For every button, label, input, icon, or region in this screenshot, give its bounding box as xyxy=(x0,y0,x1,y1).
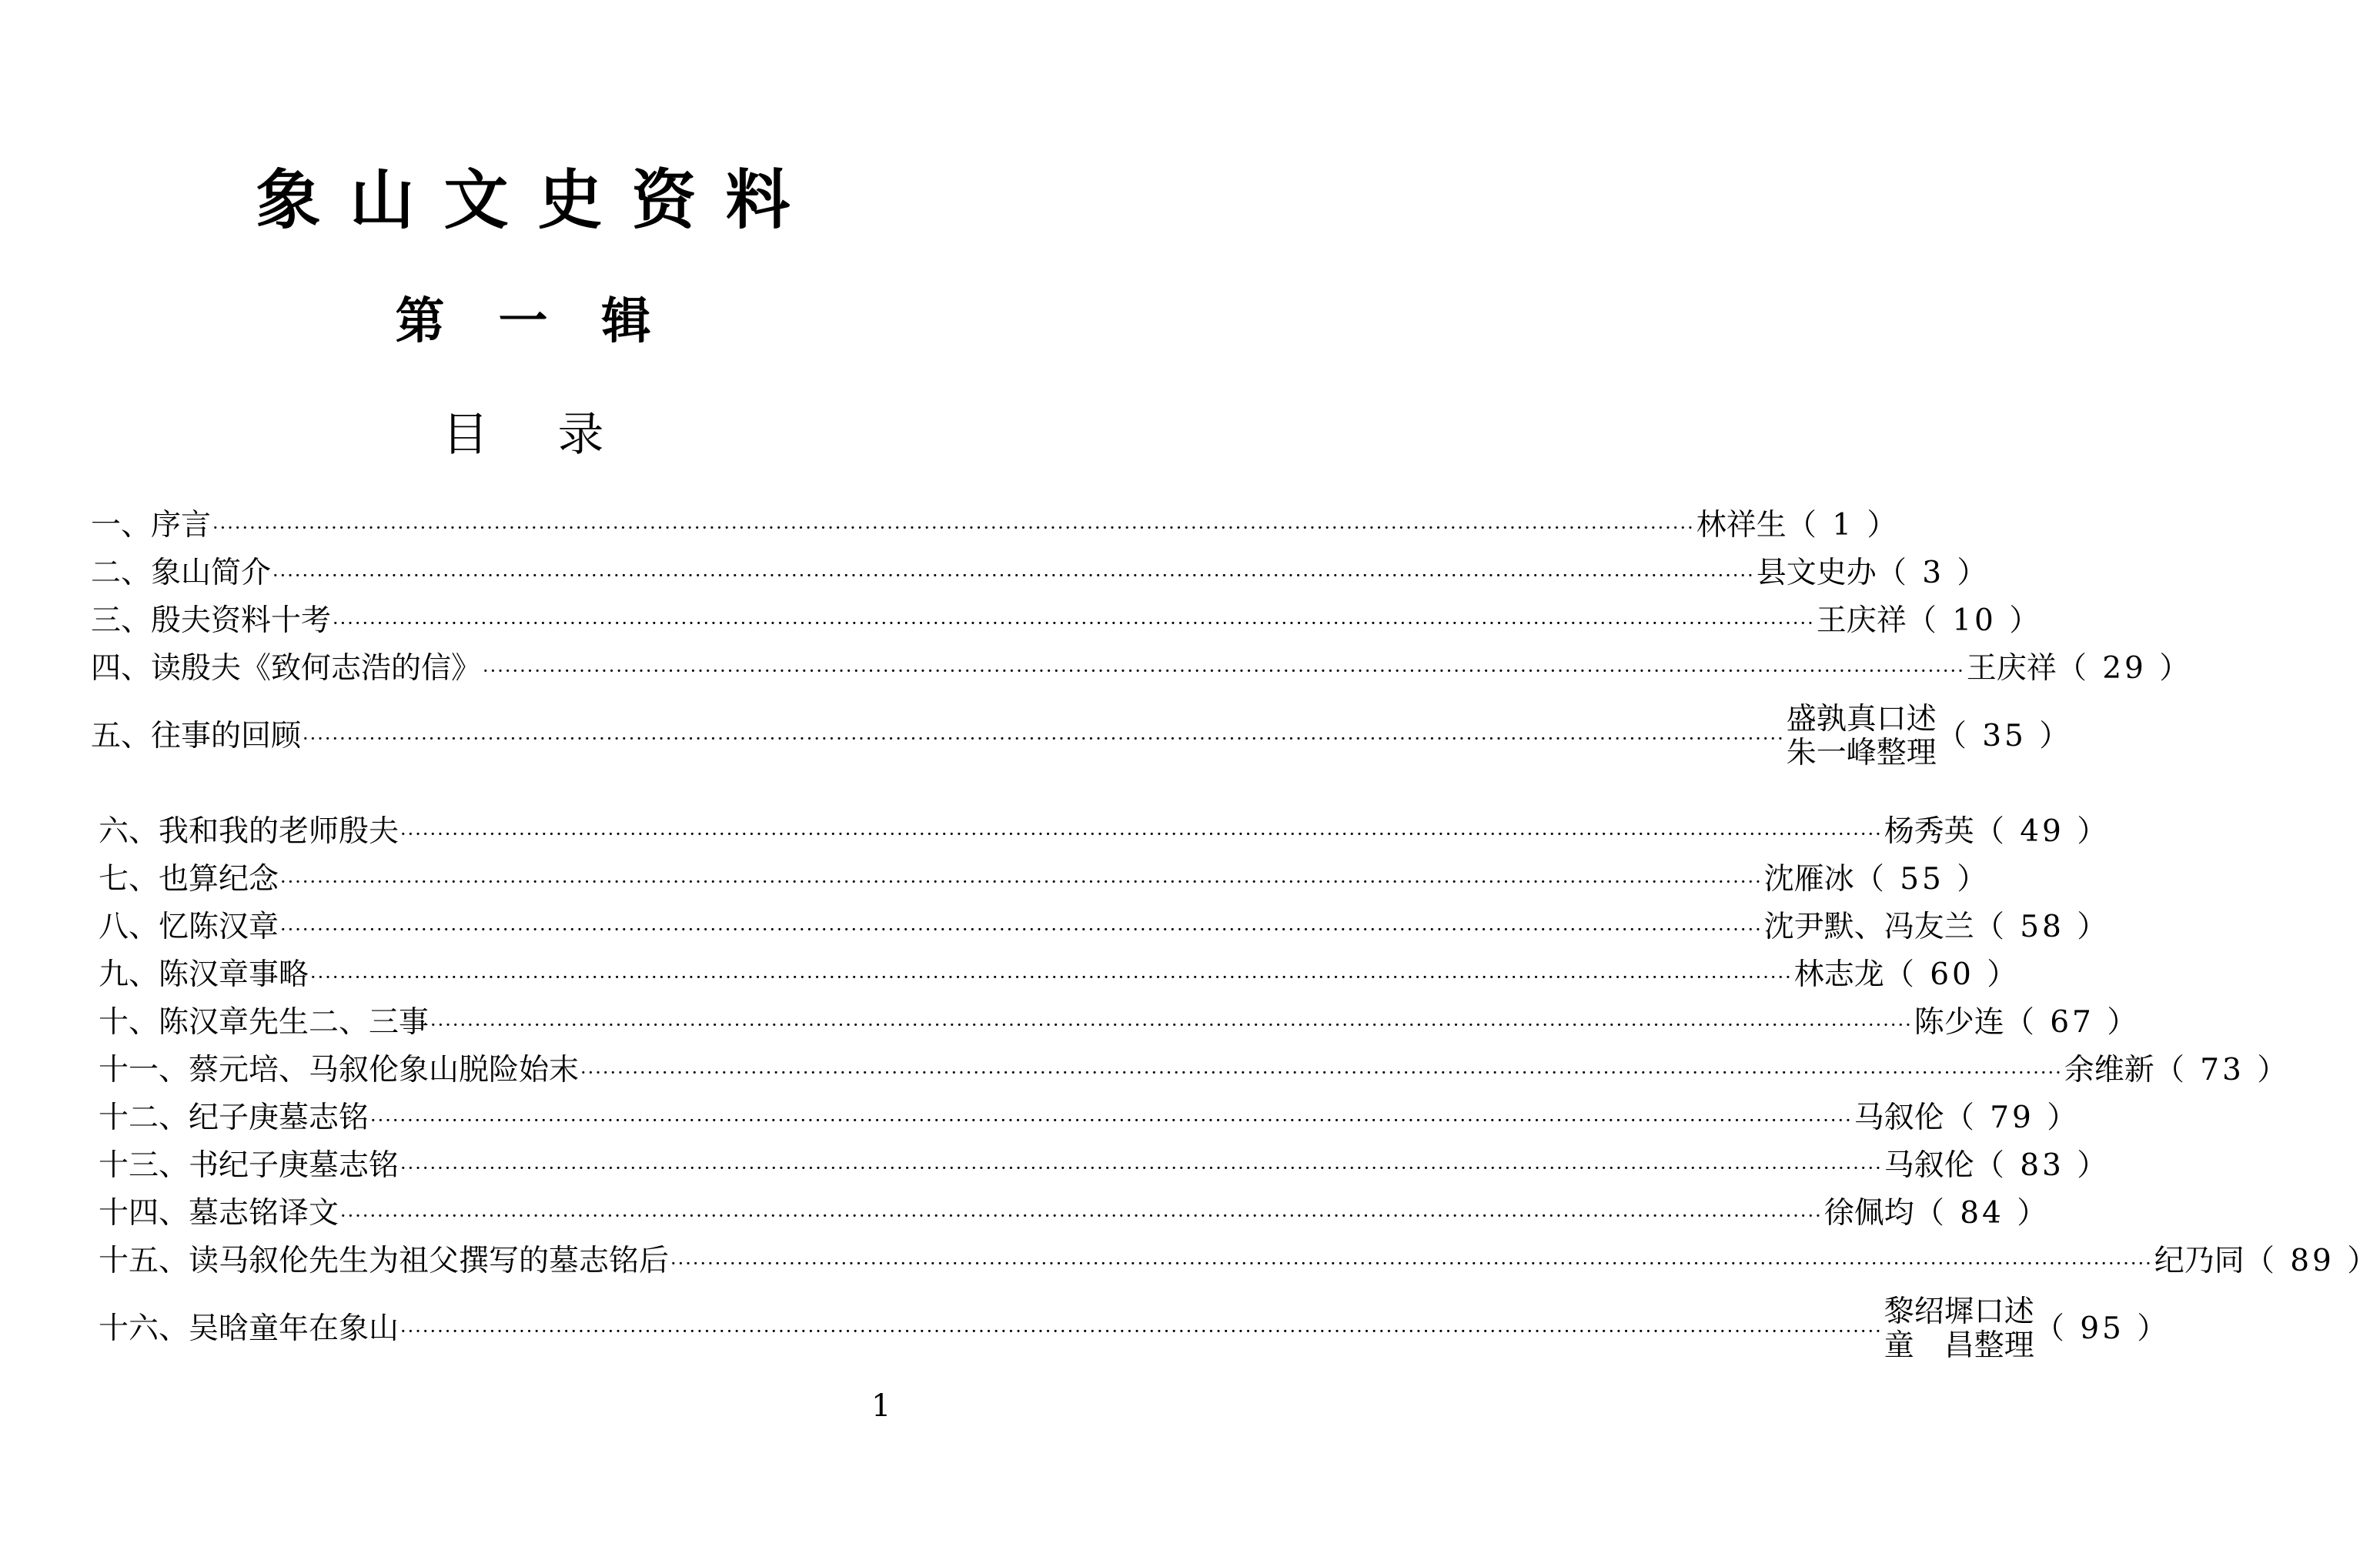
toc-entry-author xyxy=(1757,556,1877,591)
toc-entry xyxy=(99,814,2111,850)
dot-leader: ········································································································································································································ xyxy=(483,660,1965,682)
toc-entry-page: （ 73 ） xyxy=(2154,1053,2291,1087)
toc-entry-author xyxy=(1884,814,1974,850)
toc-entry-title: 九、陈汉章事略 xyxy=(99,957,309,992)
toc-entry-author xyxy=(2154,1244,2245,1279)
dot-leader: ········································································································································································································ xyxy=(430,1014,1913,1036)
toc-entry xyxy=(99,957,2021,993)
toc-entry xyxy=(99,1294,2171,1364)
toc-entry xyxy=(99,1005,2141,1041)
toc-entry-title: 十六、吴晗童年在象山 xyxy=(99,1311,399,1346)
dot-leader: ········································································································································································································ xyxy=(280,871,1763,893)
author-line: 沈尹默、冯友兰 xyxy=(1763,910,1974,944)
toc-entry-title: 十、陈汉章先生二、三事 xyxy=(99,1005,430,1040)
dot-leader: ········································································································································································································ xyxy=(370,1110,1853,1131)
toc-entry xyxy=(99,862,1991,897)
toc-entry-page: （ 95 ） xyxy=(2034,1311,2171,1346)
toc-entry-title: 十三、书纪子庚墓志铭 xyxy=(99,1148,399,1183)
dot-leader: ········································································································································································································ xyxy=(400,823,1883,845)
toc-entry-author xyxy=(1794,957,1884,993)
toc-entry-title: 十五、读马叙伦先生为祖父撰写的墓志铭后 xyxy=(99,1244,670,1278)
toc-entry-title: 十一、蔡元培、马叙伦象山脱险始末 xyxy=(99,1053,580,1087)
toc-entry-page: （ 67 ） xyxy=(2004,1005,2141,1040)
author-line: 王庆祥 xyxy=(1966,651,2057,686)
author-line: 余维新 xyxy=(2064,1053,2154,1087)
author-line: 县文史办 xyxy=(1756,556,1877,590)
toc-heading: 目录 xyxy=(442,408,674,462)
toc-entry-title: 七、也算纪念 xyxy=(99,862,279,897)
toc-entry-author xyxy=(1764,862,1854,897)
toc-entry-page: （ 89 ） xyxy=(2244,1244,2380,1278)
toc-entry-page: （ 83 ） xyxy=(1974,1148,2111,1183)
toc-entry-page: （ 29 ） xyxy=(2056,651,2193,686)
dot-leader: ········································································································································································································ xyxy=(400,1157,1883,1179)
toc-entry-page: （ 1 ） xyxy=(1786,508,1900,543)
toc-entry-author xyxy=(1884,1148,1974,1184)
dot-leader: ········································································································································································································ xyxy=(303,728,1785,750)
toc-entry-title: 二、象山简介 xyxy=(91,556,272,590)
toc-entry-page: （ 3 ） xyxy=(1876,556,1991,590)
toc-entry xyxy=(99,1244,2380,1279)
toc-entry-author xyxy=(1817,603,1907,639)
toc-entry-author xyxy=(1764,910,1974,945)
toc-entry-page: （ 60 ） xyxy=(1884,957,2021,992)
toc-entry xyxy=(91,702,2073,771)
toc-entry-title: 八、忆陈汉章 xyxy=(99,910,279,944)
author-line: 黎绍墀口述 xyxy=(1884,1294,2034,1329)
toc-entry-author xyxy=(1967,651,2057,686)
author-line: 杨秀英 xyxy=(1884,814,1974,849)
volume-label: 第一辑 xyxy=(395,292,705,350)
author-line: 徐佩均 xyxy=(1823,1196,1914,1231)
toc-entry-page: （ 10 ） xyxy=(1906,603,2043,638)
toc-entry-page: （ 49 ） xyxy=(1974,814,2111,849)
toc-entry xyxy=(99,1148,2111,1184)
toc-entry xyxy=(99,1053,2291,1088)
toc-entry-author xyxy=(1884,1295,2034,1363)
toc-entry xyxy=(91,651,2193,686)
toc-entry-page: （ 79 ） xyxy=(1944,1101,2081,1135)
toc-entry xyxy=(99,1101,2081,1136)
toc-entry xyxy=(91,603,2043,639)
dot-leader: ········································································································································································································ xyxy=(340,1205,1823,1227)
author-line: 林志龙 xyxy=(1793,957,1884,992)
book-title: 象山文史资料 xyxy=(256,162,820,238)
toc-entry-author xyxy=(1824,1196,1914,1231)
toc-entry xyxy=(91,508,1900,543)
toc-entry-page: （ 58 ） xyxy=(1974,910,2111,944)
author-line: 纪乃同 xyxy=(2154,1244,2245,1278)
toc-entry-author xyxy=(1854,1101,1944,1136)
toc-entry-title: 五、往事的回顾 xyxy=(91,719,302,753)
author-line: 陈少连 xyxy=(1914,1005,2004,1040)
dot-leader: ········································································································································································································ xyxy=(670,1253,2153,1274)
toc-entry-page: （ 55 ） xyxy=(1854,862,1991,897)
dot-leader: ········································································································································································································ xyxy=(400,1321,1883,1342)
author-line: 童 昌整理 xyxy=(1884,1328,2034,1363)
author-line: 王庆祥 xyxy=(1816,603,1907,638)
toc-entry-author xyxy=(1914,1005,2004,1041)
toc-entry-author xyxy=(1696,508,1787,543)
dot-leader: ········································································································································································································ xyxy=(580,1062,2063,1084)
author-line: 盛孰真口述 xyxy=(1786,702,1937,737)
dot-leader: ········································································································································································································ xyxy=(310,967,1793,988)
toc-entry-page: （ 35 ） xyxy=(1936,719,2073,753)
toc-entry-page: （ 84 ） xyxy=(1914,1196,2051,1231)
toc-entry-title: 十二、纪子庚墓志铭 xyxy=(99,1101,369,1135)
dot-leader: ········································································································································································································ xyxy=(272,565,1755,586)
toc-entry-title: 六、我和我的老师殷夫 xyxy=(99,814,399,849)
toc-entry-title: 四、读殷夫《致何志浩的信》 xyxy=(91,651,482,686)
page-number: 1 xyxy=(871,1388,891,1424)
toc-entry xyxy=(99,910,2111,945)
toc-entry xyxy=(91,556,1991,591)
toc-entry-title: 三、殷夫资料十考 xyxy=(91,603,332,638)
dot-leader: ········································································································································································································ xyxy=(280,919,1763,940)
toc-entry-title: 十四、墓志铭译文 xyxy=(99,1196,339,1231)
toc-entry-author xyxy=(2064,1053,2154,1088)
dot-leader: ········································································································································································································ xyxy=(333,613,1815,634)
toc-entry xyxy=(99,1196,2051,1231)
author-line: 马叙伦 xyxy=(1884,1148,1974,1183)
author-line: 沈雁冰 xyxy=(1763,862,1854,897)
author-line: 朱一峰整理 xyxy=(1786,736,1937,770)
toc-entry-title: 一、序言 xyxy=(91,508,212,543)
toc-entry-author xyxy=(1787,703,1937,770)
dot-leader: ········································································································································································································ xyxy=(212,517,1695,539)
author-line: 林祥生 xyxy=(1696,508,1787,543)
author-line: 马叙伦 xyxy=(1854,1101,1944,1135)
